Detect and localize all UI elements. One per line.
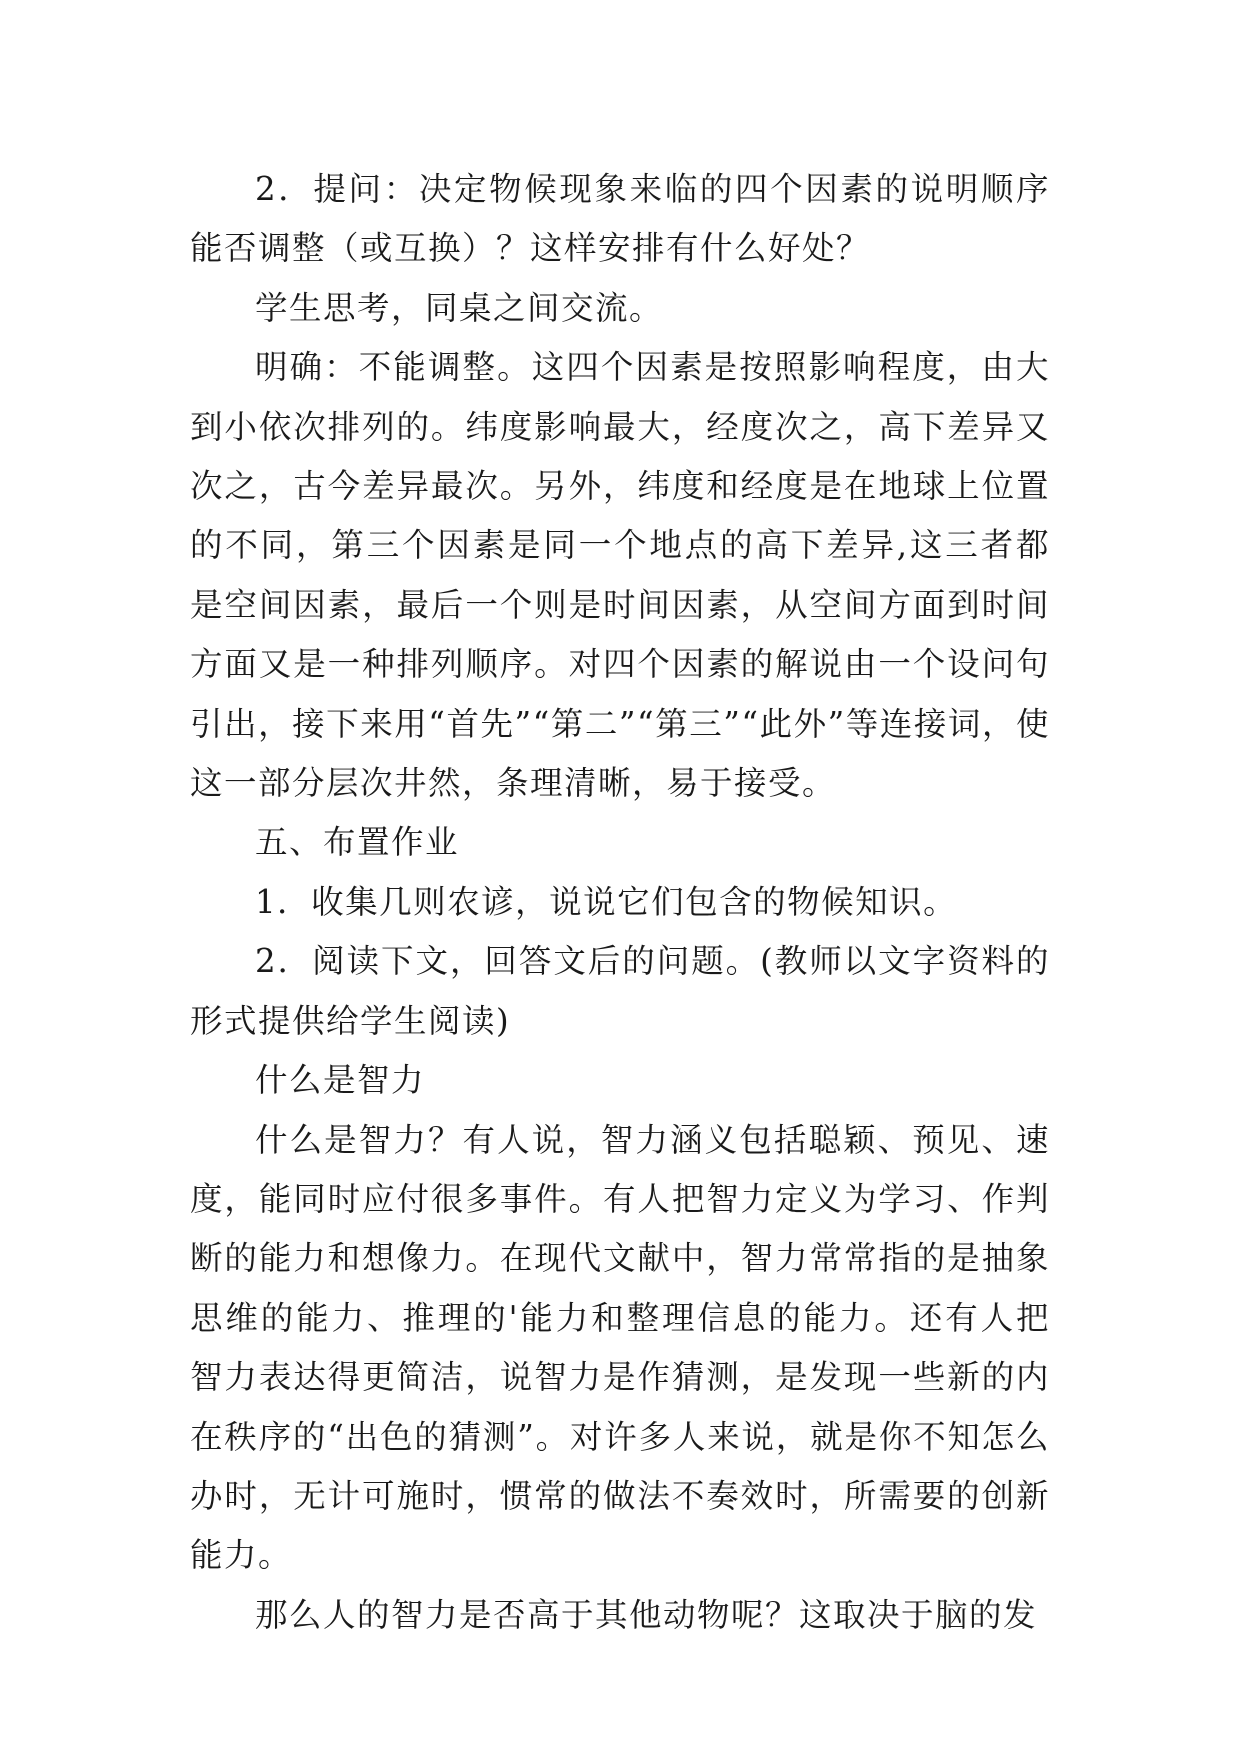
paragraph-student-thinking: 学生思考，同桌之间交流。 — [255, 288, 664, 327]
paragraph-intelligence-comparison: 那么人的智力是否高于其他动物呢？这取决于脑的发 — [255, 1595, 1038, 1634]
paragraph-clarification: 明确：不能调整。这四个因素是按照影响程度，由大到小依次排列的。纬度影响最大，经度次之，高下差异又次之，古今差异最次。另外，纬度和经度是在地球上位置的不同，第三个因素是同一个地点的高下差异,这三者都是空间因素，最后一个则是时间因素，从空间方面到时间方面又是一种排列顺序。对四个因素的解说由一个设问句引出，接下来用“首先”“第二”“第三”“此外”等连接词，使这一部分层次井然，条理清晰，易于接受。 — [190, 348, 1050, 803]
paragraph-homework-2: 2．阅读下文，回答文后的问题。(教师以文字资料的形式提供给学生阅读) — [190, 942, 1050, 1040]
document-body — [190, 160, 1050, 1645]
section-heading-homework: 五、布置作业 — [255, 823, 460, 862]
paragraph-intelligence-definition: 什么是智力？有人说，智力涵义包括聪颖、预见、速度，能同时应付很多事件。有人把智力定义为学习、作判断的能力和想像力。在现代文献中，智力常常指的是抽象思维的能力、推理的'能力和整理信息的能力。还有人把智力表达得更简洁，说智力是作猜测，是发现一些新的内在秩序的“出色的猜测”。对许多人来说，就是你不知怎么办时，无计可施时，惯常的做法不奏效时，所需要的创新能力。 — [190, 1120, 1050, 1575]
paragraph-homework-1: 1．收集几则农谚，说说它们包含的物候知识。 — [255, 882, 958, 921]
paragraph-question-2: 2．提问：决定物候现象来临的四个因素的说明顺序能否调整（或互换）？这样安排有什么好处？ — [190, 170, 1050, 268]
article-title: 什么是智力 — [255, 1061, 426, 1100]
